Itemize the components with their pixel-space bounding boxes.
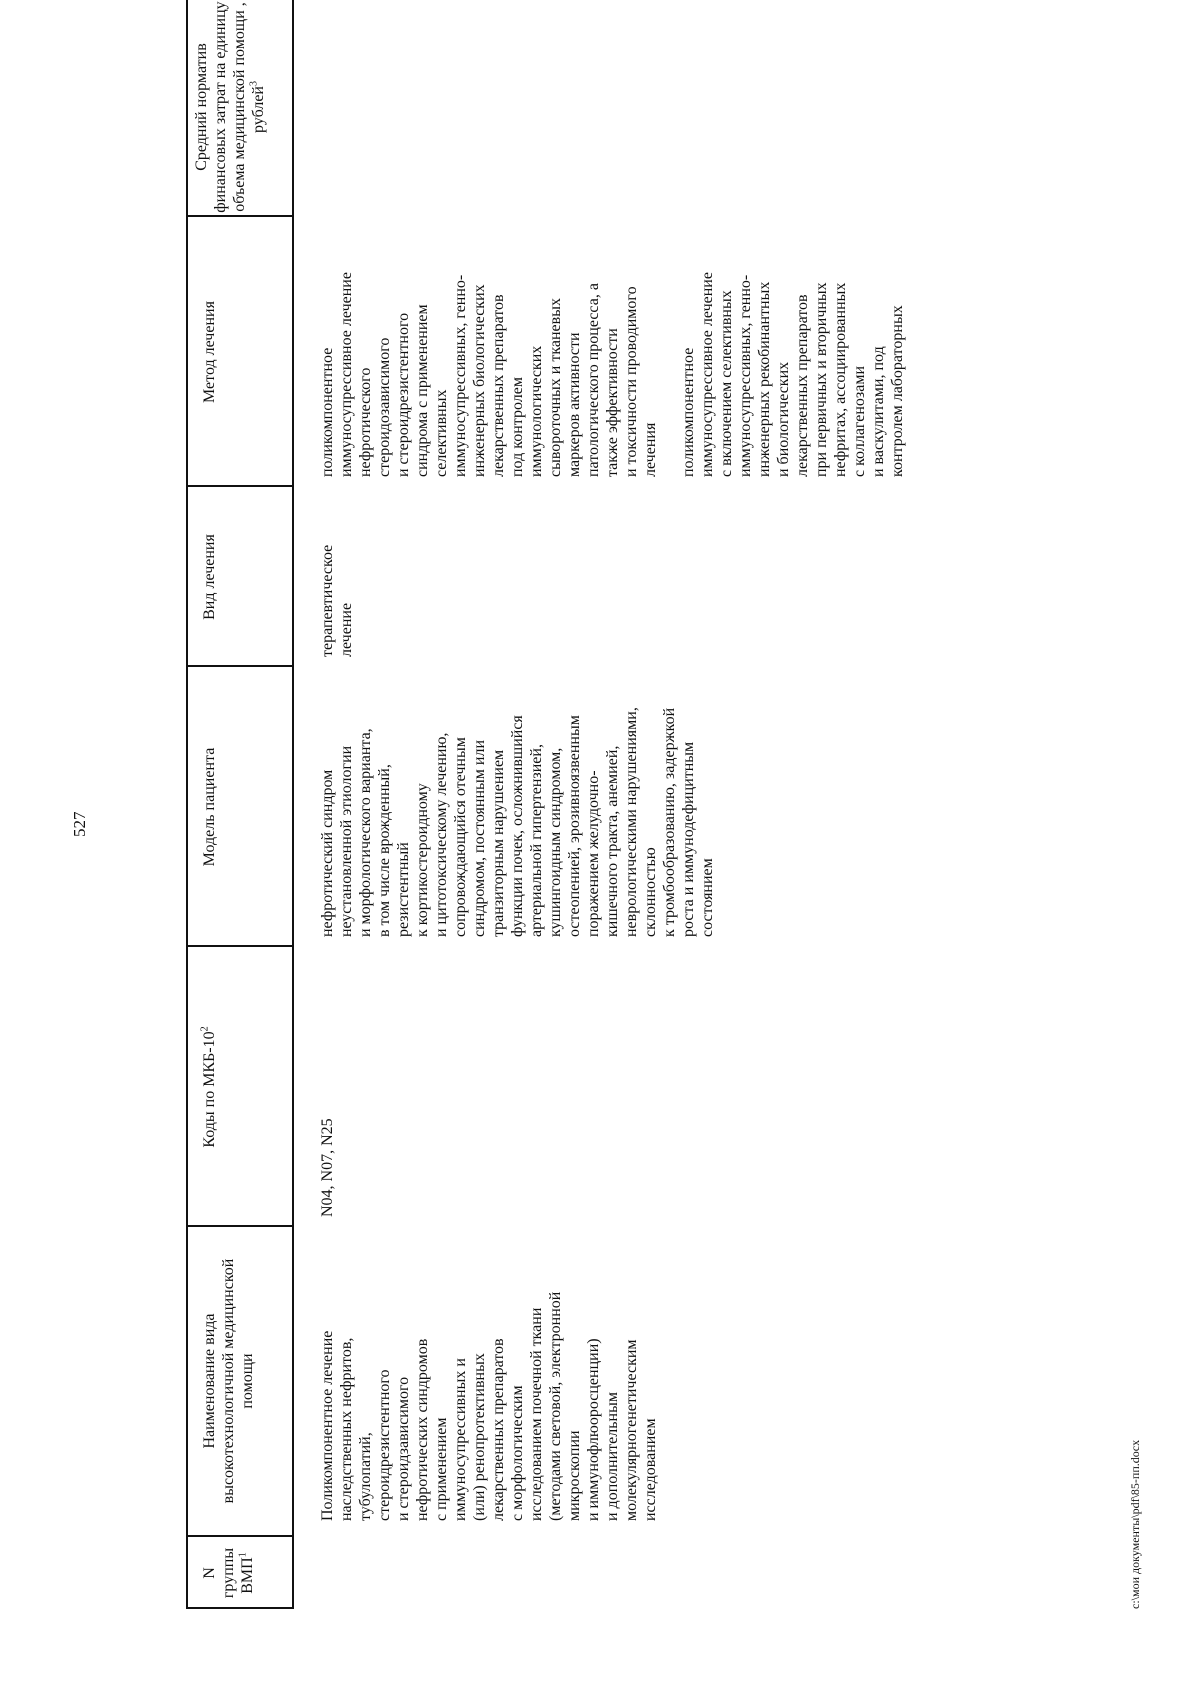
column-divider (186, 946, 293, 948)
header-service-name: Наименование вида высокотехнологичной медицинской помощи (201, 1258, 256, 1504)
text-line: и морфологического варианта, (357, 728, 374, 937)
text-line: N04, N07, N25 (319, 1118, 336, 1217)
text-line: селективных (433, 389, 450, 477)
text-line: поликомпонентное (680, 347, 697, 477)
text-line: и стероидрезистентного (395, 312, 412, 477)
text-line: лекарственных препаратов (490, 1338, 507, 1521)
text-line: с коллагенозами (851, 365, 868, 477)
text-line: с применением (433, 1417, 450, 1521)
service-name-cell (318, 1292, 660, 1521)
text-line: (или) ренопротективных (471, 1353, 488, 1521)
text-line: иммуносупрессивное лечение (338, 272, 355, 477)
text-line: и биологических (775, 361, 792, 477)
icd-codes-cell (318, 1118, 337, 1217)
text-line: контролем лабораторных (889, 305, 906, 477)
text-line: нефротических синдромов (414, 1338, 431, 1521)
text-line: и васкулитами, под (870, 346, 887, 477)
column-divider (186, 486, 293, 488)
text-line: при первичных и вторичных (813, 282, 830, 477)
patient-model-cell (318, 707, 717, 937)
text-line: синдромом, постоянным или (471, 739, 488, 937)
table-top-border (186, 0, 188, 1609)
header-icd-codes: Коды по МКБ-$10^2$ (199, 1026, 218, 1148)
text-line: неврологическими нарушениями, (623, 707, 640, 937)
text-line: кушингоидным синдромом, (547, 747, 564, 937)
text-line: состоянием (699, 858, 716, 937)
treatment-method-cell (318, 272, 907, 477)
text-line: остеопенией, эрозивноязвенным (566, 715, 583, 937)
text-line: маркеров активности (566, 332, 583, 477)
column-divider (186, 216, 293, 218)
header-bottom-border (292, 0, 294, 1609)
text-line: иммуносупрессивных, генно- (737, 274, 754, 477)
text-line: неустановленной этиологии (338, 745, 355, 937)
text-line: микроскопии (566, 1430, 583, 1521)
text-line: стероидозависимого (376, 337, 393, 477)
text-line: инженерных рекобинантных (756, 281, 773, 477)
text-line: и токсичности проводимого (623, 286, 640, 477)
column-divider (186, 1608, 293, 1610)
treatment-type-cell (318, 545, 356, 657)
text-line: и стероидзависимого (395, 1376, 412, 1521)
page-number: 527 (70, 811, 89, 837)
text-line: резистентный (395, 842, 412, 937)
text-line: нефротический синдром (319, 769, 336, 937)
text-line: поражением желудочно- (585, 770, 602, 937)
text-line: транзиторным нарушением (490, 749, 507, 937)
text-line: исследованием почечной ткани (528, 1307, 545, 1521)
file-path-footer: c:\мои документы\pdf\85-пп.docx (1128, 1439, 1142, 1609)
text-line: роста и иммунодефицитным (680, 741, 697, 937)
text-line: лечение (338, 602, 355, 657)
text-line: стероидрезистентного (376, 1369, 393, 1521)
text-line: Поликомпонентное лечение (319, 1330, 336, 1521)
paragraph-gap (660, 272, 679, 477)
text-line: и дополнительным (604, 1392, 621, 1521)
text-line: к кортикостероидному (414, 783, 431, 937)
text-line: сопровождающийся отечным (452, 737, 469, 937)
header-group-number: N группы ВМП$^1$ (201, 1547, 256, 1599)
text-line: с включением селективных (718, 290, 735, 477)
text-line: нефротического (357, 367, 374, 477)
text-line: лекарственных препаратов (794, 294, 811, 477)
text-line: сывороточных и тканевых (547, 298, 564, 477)
column-divider (186, 1226, 293, 1228)
text-line: молекулярногенетическим (623, 1339, 640, 1521)
text-line: к тромбообразованию, задержкой (661, 707, 678, 937)
text-line: и иммунофлюоросценции) (585, 1338, 602, 1521)
text-line: иммуносупрессивное лечение (699, 272, 716, 477)
column-divider (186, 1536, 293, 1538)
text-line: нефритах, ассоциированных (832, 282, 849, 477)
text-line: с морфологическим (509, 1385, 526, 1521)
header-treatment-type: Вид лечения (201, 534, 218, 620)
text-line: лекарственных препаратов (490, 294, 507, 477)
text-line: и цитотоксическому лечению, (433, 732, 450, 937)
text-line: инженерных биологических (471, 284, 488, 477)
text-line: поликомпонентное (319, 347, 336, 477)
text-line: артериальной гипертензией, (528, 744, 545, 937)
text-line: склонностью (642, 847, 659, 937)
text-line: тубулопатий, (357, 1432, 374, 1521)
text-line: иммуносупрессивных и (452, 1358, 469, 1521)
header-average-cost: Средний норматив финансовых затрат на единицу объема медицинской помощи , рублей$^3$ (193, 1, 267, 213)
text-line: иммунологических (528, 345, 545, 477)
text-line: терапевтическое (319, 544, 336, 657)
text-line: кишечного тракта, анемией, (604, 745, 621, 937)
column-divider (186, 666, 293, 668)
text-line: (методами световой, электронной (547, 1291, 564, 1521)
text-line: наследственных нефритов, (338, 1337, 355, 1521)
text-line: также эффективности (604, 328, 621, 477)
text-line: исследованием (642, 1418, 659, 1521)
text-line: синдрома с применением (414, 304, 431, 477)
text-line: в том числе врожденный, (376, 764, 393, 937)
text-line: патологического процесса, а (585, 283, 602, 477)
text-line: иммуносупрессивных, генно- (452, 274, 469, 477)
text-line: лечения (642, 422, 659, 477)
text-line: функции почек, осложнившийся (509, 715, 526, 937)
text-line: под контролем (509, 377, 526, 477)
header-treatment-method: Метод лечения (201, 301, 218, 403)
header-patient-model: Модель пациента (201, 747, 218, 867)
